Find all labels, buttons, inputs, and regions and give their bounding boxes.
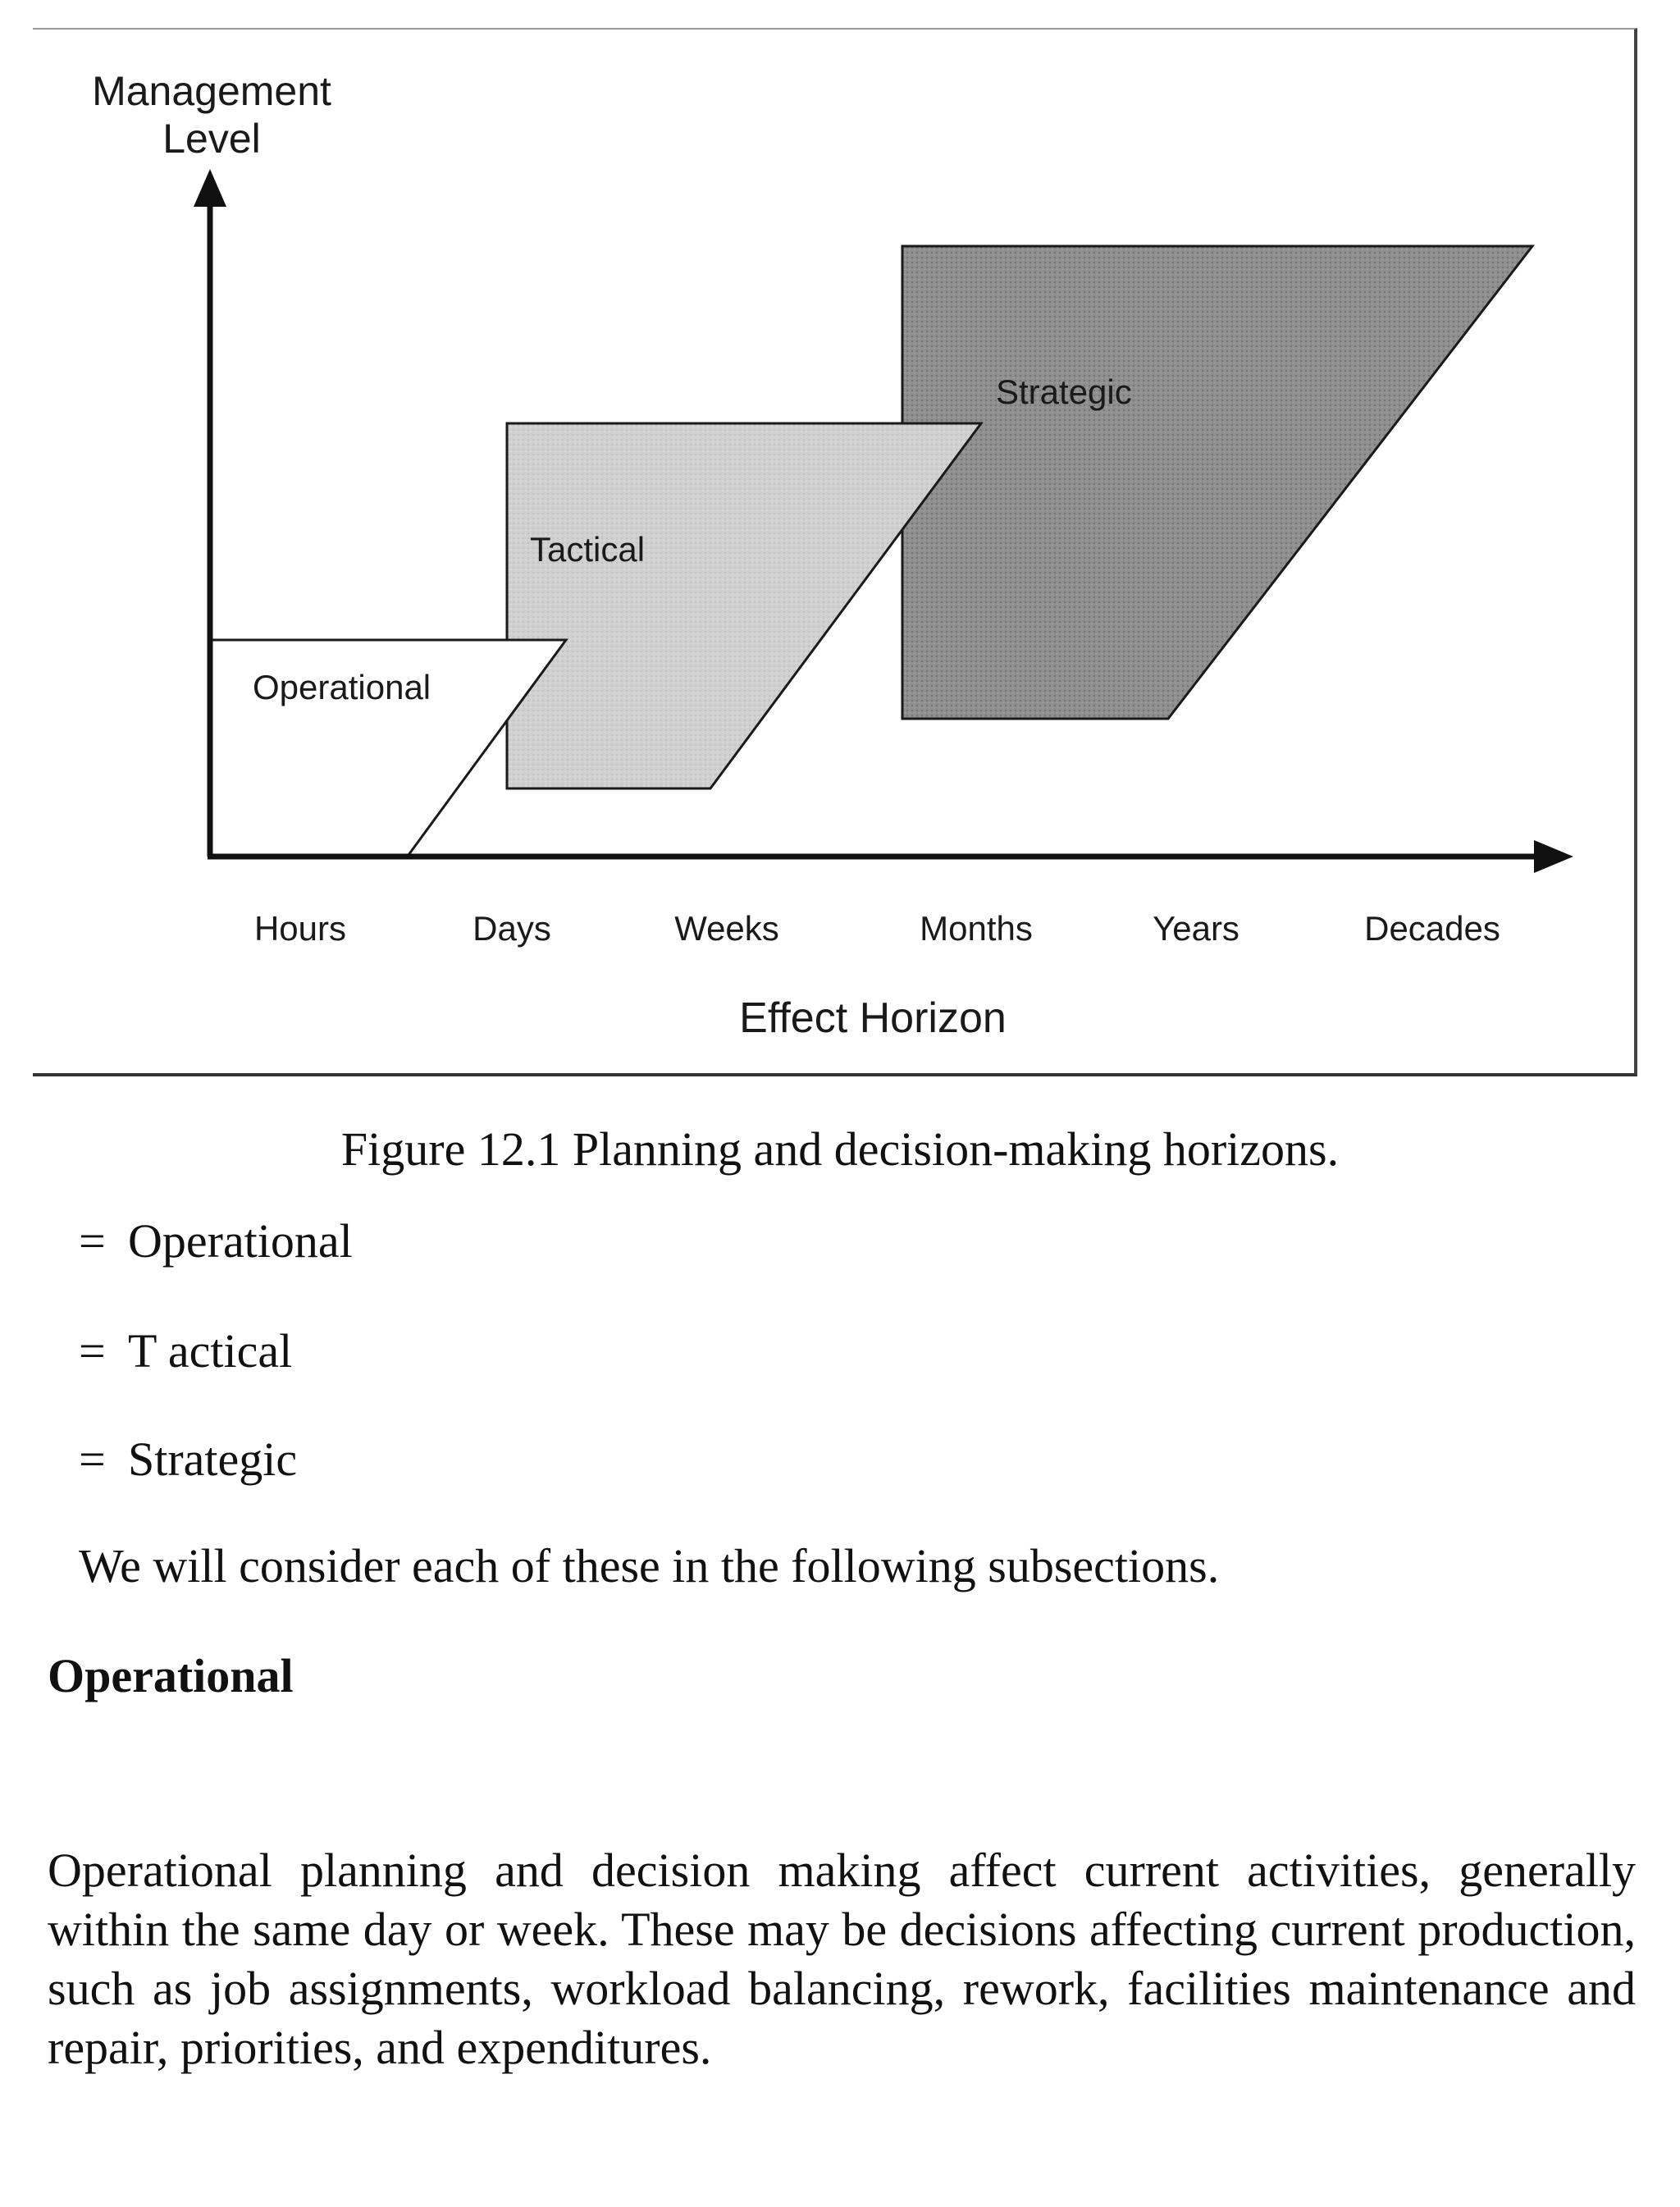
x-tick-days: Days [472,909,551,948]
legend-label: Operational [128,1214,353,1268]
legend-item-strategic [79,1431,297,1488]
x-axis-arrowhead [1534,840,1573,873]
figure-caption: Figure 12.1 Planning and decision-making horizons. [340,1122,1340,1176]
intro-sentence: We will consider each of these in the following subsections. [79,1539,1220,1592]
legend-label: T actical [128,1324,293,1378]
x-tick-years: Years [1153,909,1239,948]
x-tick-decades: Decades [1364,909,1500,948]
y-axis-arrowhead [194,169,226,207]
y-axis-title-line2: Level [162,116,261,162]
x-axis-title: Effect Horizon [739,994,1007,1042]
legend-item-operational [79,1213,353,1270]
legend-equals: = [79,1214,106,1268]
y-axis-title-line1: Management [92,68,331,114]
legend-equals: = [79,1432,106,1486]
legend-label: Strategic [128,1432,298,1486]
x-tick-hours: Hours [253,909,347,948]
legend-equals: = [79,1324,106,1378]
x-tick-months: Months [920,909,1033,948]
tactical-label: Tactical [530,530,646,569]
legend-item-tactical [79,1323,292,1380]
planning-horizon-diagram [0,0,1680,1083]
strategic-label: Strategic [996,372,1132,411]
operational-paragraph: Operational planning and decision making affect current activities, generally within the same day or week. These may be decisions affecting current production, such as job assignments, workload balancing, rework, facilities maintenance and repair, priorities, and expenditures. [48,1844,1636,2074]
section-heading-operational: Operational [48,1649,294,1702]
strategic-region [902,246,1532,719]
x-tick-weeks: Weeks [674,909,779,948]
operational-label: Operational [253,668,431,706]
